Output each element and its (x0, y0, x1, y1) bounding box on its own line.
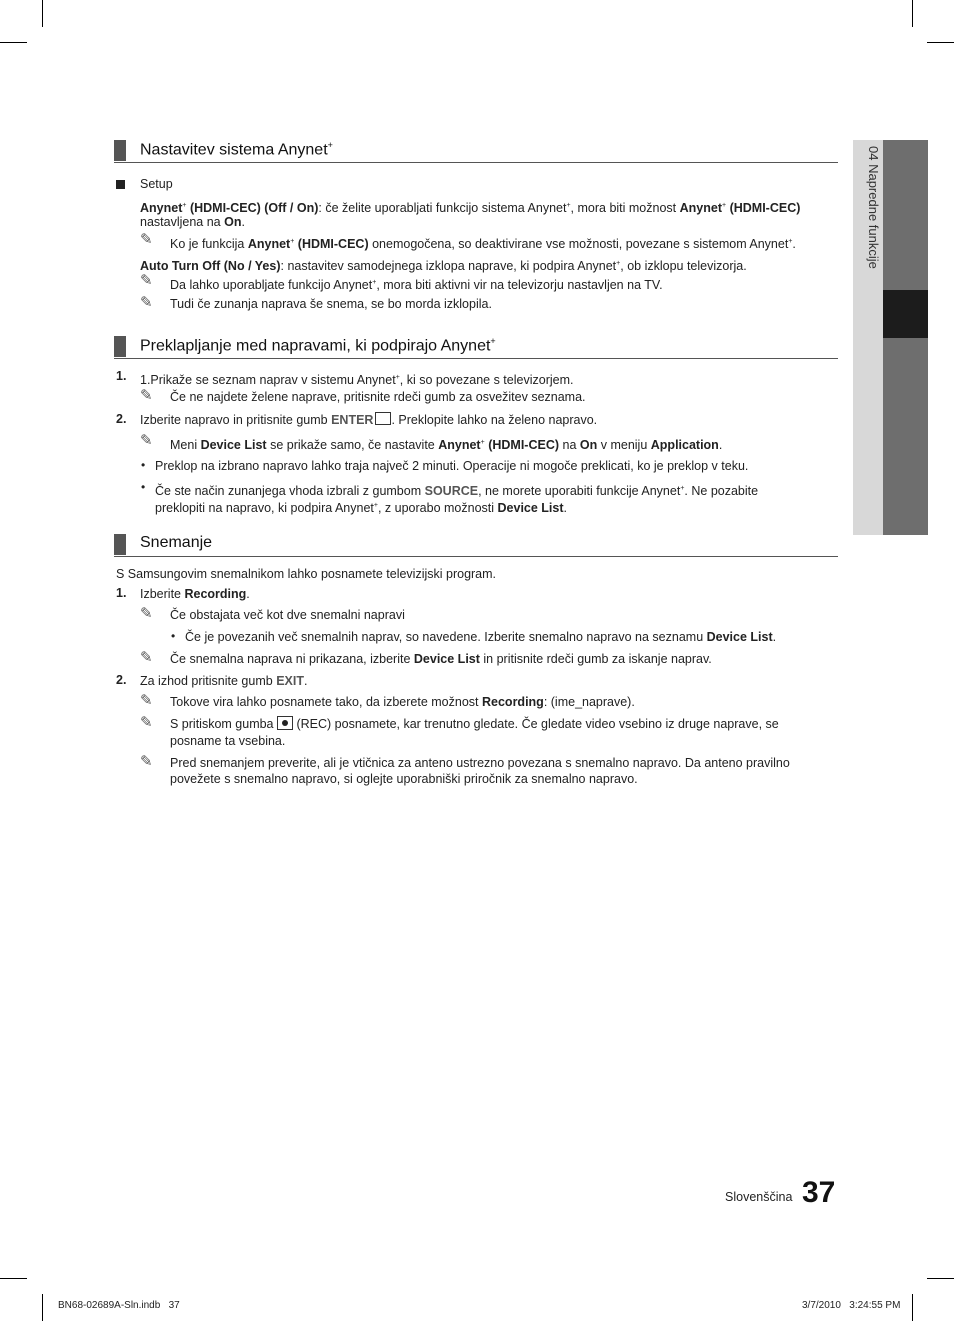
chapter-tab-label: 04 Napredne funkcije (866, 146, 881, 269)
crop-mark (0, 1278, 27, 1279)
crop-mark (42, 0, 43, 27)
note-pencil-icon: ✎ (140, 692, 153, 709)
intro-text: S Samsungovim snemalnikom lahko posnamete televizijski program. (116, 567, 497, 581)
crop-mark (912, 1294, 913, 1321)
heading-bar (114, 534, 126, 555)
enter-icon (375, 412, 391, 425)
note-text: povežete s snemalno napravo, si oglejte uporabniški priročnik za snemalno napravo. (170, 772, 638, 786)
chapter-tab-marker (883, 290, 928, 338)
note-pencil-icon: ✎ (140, 714, 153, 731)
note-pencil-icon: ✎ (140, 605, 153, 622)
bullet-text: Preklop na izbrano napravo lahko traja največ 2 minuti. Operacije ni mogoče preklicati, ko je preklop v teku. (155, 459, 749, 473)
bullet-text: Če je povezanih več snemalnih naprav, so navedene. Izberite snemalno napravo na seznamu Device List. (185, 630, 777, 644)
note-text: posname ta vsebina. (170, 734, 286, 748)
note-text: Pred snemanjem preverite, ali je vtičnica za anteno ustrezno povezana s snemalno napravo. Da anteno pravilno (170, 756, 790, 770)
setup-label: Setup (140, 177, 173, 191)
note-text: Če snemalna naprava ni prikazana, izberite Device List in pritisnite rdeči gumb za iskanje naprav. (170, 652, 712, 666)
section-title: Preklapljanje med napravami, ki podpirajo Anynet (140, 337, 491, 355)
step-number: 1. (116, 369, 127, 383)
page-number: 37 (802, 1176, 836, 1209)
step-number: 2. (116, 673, 127, 687)
note-text: Meni Device List se prikaže samo, če nastavite Anynet+ (HDMI-CEC) na On v meniju Application. (170, 438, 723, 453)
step-number: 1. (116, 586, 127, 600)
note-pencil-icon: ✎ (140, 649, 153, 666)
bullet-text: Če ste način zunanjega vhoda izbrali z gumbom SOURCE, ne morete uporabiti funkcije Anynet+. Ne pozabite (155, 484, 759, 499)
crop-mark (912, 0, 913, 27)
section-title: Nastavitev sistema Anynet (140, 141, 328, 159)
superscript: + (327, 140, 333, 150)
note-text: Če ne najdete želene naprave, pritisnite rdeči gumb za osvežitev seznama. (170, 390, 586, 404)
paragraph: Anynet+ (HDMI-CEC) (Off / On): če želite uporabljati funkcijo sistema Anynet+, mora biti možnost Anynet+ (HDMI-CEC) (140, 201, 801, 216)
note-pencil-icon: ✎ (140, 294, 153, 311)
note-text: Tudi če zunanja naprava še snema, se bo morda izklopila. (170, 297, 492, 311)
heading-bar (114, 140, 126, 161)
section-heading-recording (114, 534, 838, 557)
note-text: Če obstajata več kot dve snemalni napravi (170, 608, 405, 622)
section-title: Snemanje (140, 534, 213, 551)
step-text: Izberite Recording. (140, 587, 250, 601)
step-text: Za izhod pritisnite gumb EXIT. (140, 674, 308, 688)
note-text: Da lahko uporabljate funkcijo Anynet+, mora biti aktivni vir na televizorju nastavljen na TV. (170, 278, 663, 293)
record-button-icon (277, 716, 293, 730)
section-heading-anynet-setup (114, 140, 838, 163)
note-pencil-icon: ✎ (140, 753, 153, 770)
note-text: Ko je funkcija Anynet+ (HDMI-CEC) onemogočena, so deaktivirane vse možnosti, povezane s sistemom Anynet+. (170, 237, 796, 252)
footer-language: Slovenščina (725, 1190, 793, 1204)
crop-mark (927, 1278, 954, 1279)
crop-mark (927, 42, 954, 43)
bullet-dot: • (141, 458, 146, 472)
footer-date: 3/7/2010 3:24:55 PM (802, 1300, 901, 1311)
square-bullet-icon (116, 180, 125, 189)
paragraph: Auto Turn Off (No / Yes): nastavitev samodejnega izklopa naprave, ki podpira Anynet+, ob izklopu televizorja. (140, 259, 747, 274)
note-pencil-icon: ✎ (140, 387, 153, 404)
bullet-dot: • (171, 629, 176, 643)
note-text: Tokove vira lahko posnamete tako, da izberete možnost Recording: (ime_naprave). (170, 695, 635, 709)
footer-file-name: BN68-02689A-Sln.indb 37 (58, 1300, 180, 1311)
note-pencil-icon: ✎ (140, 272, 153, 289)
crop-mark (0, 42, 27, 43)
note-pencil-icon: ✎ (140, 231, 153, 248)
crop-mark (42, 1294, 43, 1321)
step-text: 1.Prikaže se seznam naprav v sistemu Anynet+, ki so povezane s televizorjem. (140, 373, 574, 388)
heading-bar (114, 336, 126, 357)
superscript: + (490, 336, 496, 346)
step-number: 2. (116, 412, 127, 426)
note-pencil-icon: ✎ (140, 432, 153, 449)
bullet-text: preklopiti na napravo, ki podpira Anynet+, z uporabo možnosti Device List. (155, 501, 568, 516)
note-text: S pritiskom gumba (REC) posnamete, kar trenutno gledate. Če gledate video vsebino iz druge naprave, se (170, 717, 779, 731)
step-text: Izberite napravo in pritisnite gumb ENTER . Preklopite lahko na želeno napravo. (140, 413, 598, 427)
bullet-dot: • (141, 480, 146, 494)
section-heading-device-switching (114, 336, 838, 359)
paragraph: nastavljena na On. (140, 215, 245, 229)
